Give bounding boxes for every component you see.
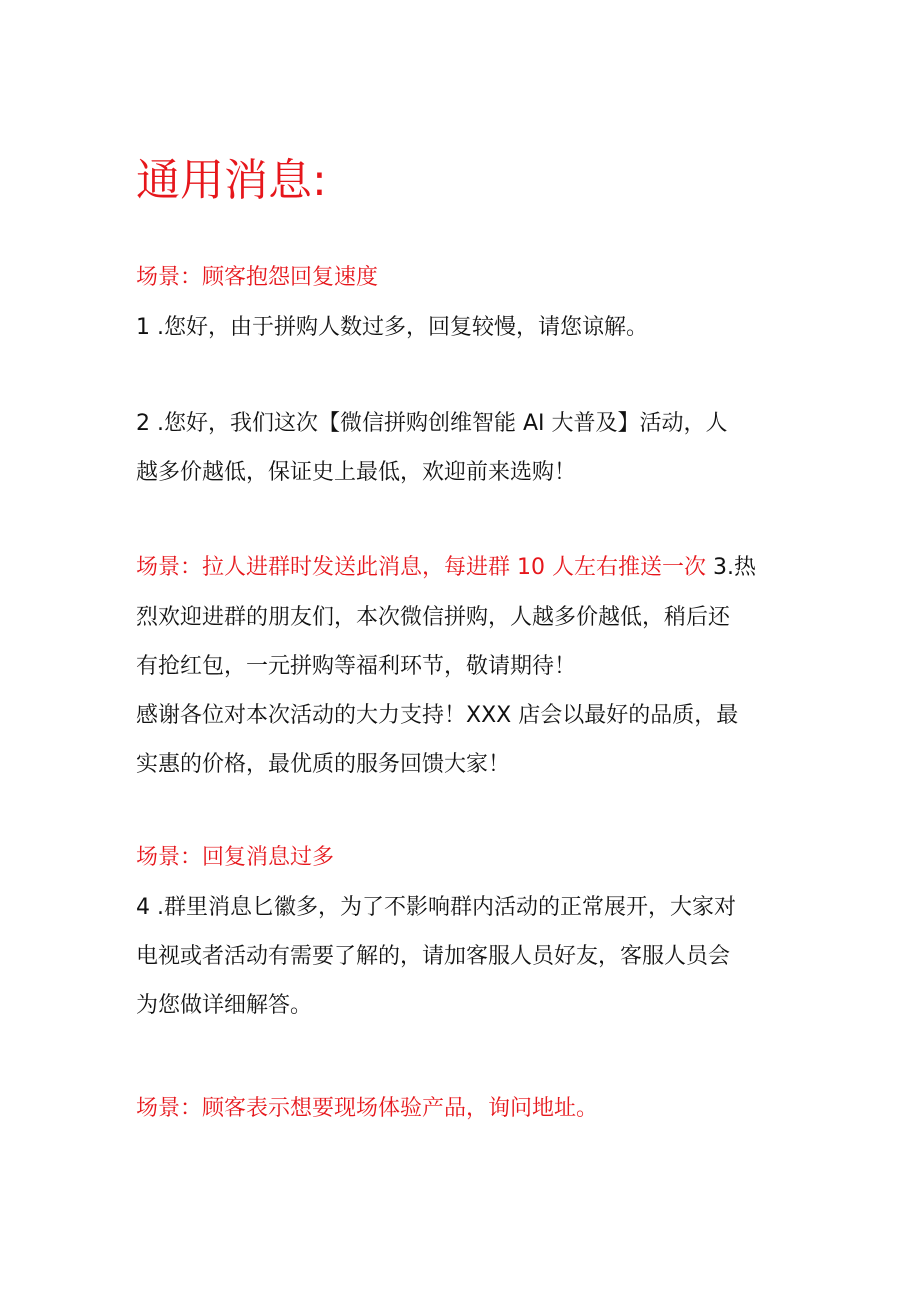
message-3-line-4: 感谢各位对本次活动的大力支持！XXX 店会以最好的品质，最: [136, 703, 739, 728]
scene-heading-2-row: [136, 552, 756, 584]
message-4-line-3: 为您做详细解答。: [136, 993, 313, 1018]
message-3-line-2: 烈欢迎进群的朋友们，本次微信拼购，人越多价越低，稍后还: [136, 605, 731, 630]
message-4-line-2: 电视或者活动有需要了解的，请加客服人员好友，客服人员会: [136, 944, 731, 969]
message-1-line-1: 1 .您好，由于拼购人数过多，回复较慢，请您谅解。: [136, 315, 648, 340]
scene-heading-3: 场景：回复消息过多: [136, 845, 335, 870]
scene-heading-4: 场景：顾客表示想要现场体验产品，询问地址。: [136, 1096, 599, 1121]
message-3-line-3: 有抢红包，一元拼购等福利环节，敬请期待！: [136, 654, 577, 679]
message-4-line-1: 4 .群里消息匕徽多，为了不影响群内活动的正常展开，大家对: [136, 895, 736, 920]
scene-heading-2: 场景：拉人进群时发送此消息，每进群 10 人左右推送一次: [136, 555, 706, 580]
message-2-line-1: 2 .您好，我们这次【微信拼购创维智能 AI 大普及】活动，人: [136, 411, 728, 436]
message-3-start: 3.热: [705, 555, 756, 580]
message-2-line-2: 越多价越低，保证史上最低，欢迎前来选购！: [136, 460, 577, 485]
message-3-line-5: 实惠的价格，最优质的服务回馈大家！: [136, 752, 511, 777]
scene-heading-1: 场景：顾客抱怨回复速度: [136, 265, 379, 290]
page-title: 通用消息:: [136, 155, 327, 206]
